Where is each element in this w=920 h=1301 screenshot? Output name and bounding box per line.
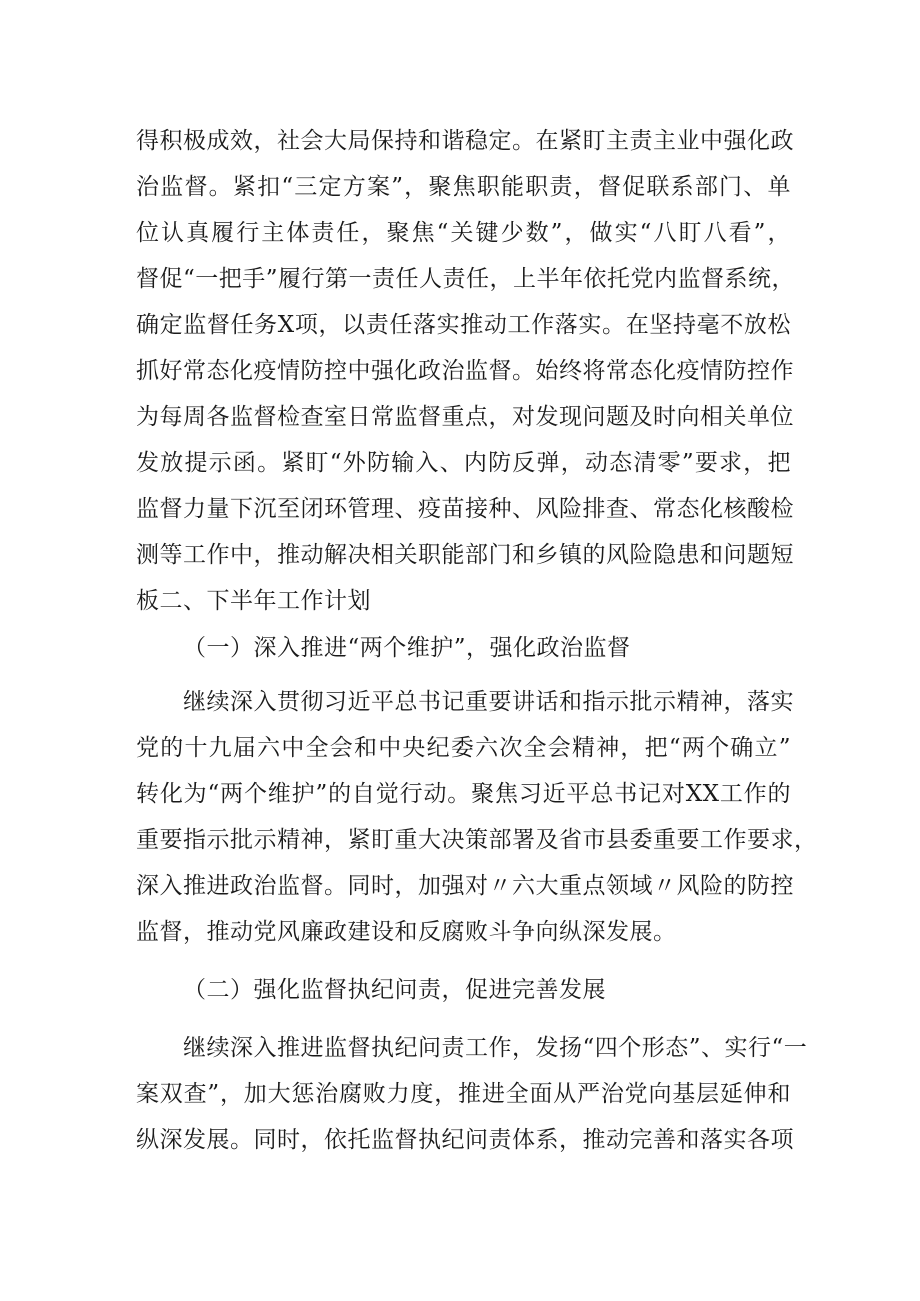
paragraph-line: 位认真履行主体责任，聚焦“关键少数”，做实“八盯八看”， <box>136 220 791 246</box>
paragraph-line: 继续深入贯彻习近平总书记重要讲话和指示批示精神，落实 <box>183 689 794 715</box>
paragraph-line: 监督力量下沉至闭环管理、疫苗接种、风险排查、常态化核酸检 <box>136 496 794 522</box>
paragraph-line: 案双查”，加大惩治腐败力度，推进全面从严治党向基层延伸和 <box>136 1081 791 1107</box>
paragraph-line: 深入推进政治监督。同时，加强对〃六大重点领域〃风险的防控 <box>136 873 794 899</box>
paragraph-line: 得积极成效，社会大局保持和谐稳定。在紧盯主责主业中强化政 <box>136 128 794 154</box>
section-heading-2: （二）强化监督执纪问责，促进完善发展 <box>183 977 606 1003</box>
paragraph-line: 重要指示批示精神，紧盯重大决策部署及省市县委重要工作要求， <box>136 827 818 853</box>
section-heading-1: （一）深入推进“两个维护”，强化政治监督 <box>183 635 631 661</box>
paragraph-line: 确定监督任务X项，以责任落实推动工作落实。在坚持毫不放松 <box>136 312 791 338</box>
paragraph-line: 督促“一把手”履行第一责任人责任，上半年依托党内监督系统， <box>136 266 796 292</box>
paragraph-line: 测等工作中，推动解决相关职能部门和乡镇的风险隐患和问题短 <box>136 542 794 568</box>
paragraph-line: 监督，推动党风廉政建设和反腐败斗争向纵深发展。 <box>136 919 677 945</box>
paragraph-line: 转化为“两个维护”的自觉行动。聚焦习近平总书记对XX工作的 <box>136 781 791 807</box>
paragraph-line: 纵深发展。同时，依托监督执纪问责体系，推动完善和落实各项 <box>136 1127 794 1153</box>
paragraph-line: 板二、下半年工作计划 <box>136 588 371 614</box>
paragraph-line: 治监督。紧扣“三定方案”，聚焦职能职责，督促联系部门、单 <box>136 174 791 200</box>
paragraph-line: 抓好常态化疫情防控中强化政治监督。始终将常态化疫情防控作 <box>136 358 794 384</box>
paragraph-line: 党的十九届六中全会和中央纪委六次全会精神，把“两个确立” <box>136 735 791 761</box>
paragraph-line: 发放提示函。紧盯“外防输入、内防反弹，动态清零”要求，把 <box>136 450 791 476</box>
paragraph-line: 继续深入推进监督执纪问责工作，发扬“四个形态”、实行“一 <box>183 1035 808 1061</box>
paragraph-line: 为每周各监督检查室日常监督重点，对发现问题及时向相关单位 <box>136 404 794 430</box>
